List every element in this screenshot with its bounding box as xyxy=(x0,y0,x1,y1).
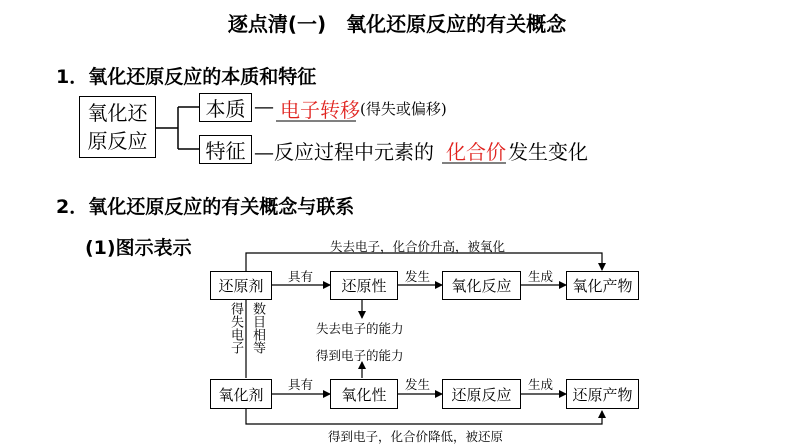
arrow-label-have-top: 具有 xyxy=(288,269,314,284)
top-flow-label: 失去电子，化合价升高，被氧化 xyxy=(330,239,506,254)
oxidizability-box xyxy=(330,379,398,409)
reduction-reaction-box xyxy=(442,379,521,409)
bottom-flow-label: 得到电子，化合价降低，被还原 xyxy=(328,429,504,444)
redox-label-line2: 原反应 xyxy=(87,129,148,153)
oxidation-reaction-label: 氧化反应 xyxy=(451,277,512,295)
oxidizing-agent-box xyxy=(210,379,272,409)
arrow-label-undergo-top: 发生 xyxy=(405,269,431,284)
essence-answer: 电子转移 xyxy=(280,98,360,122)
oxidizing-agent-label: 氧化剂 xyxy=(218,385,264,404)
feature-prefix: —反应过程中元素的 xyxy=(254,140,434,164)
arrow-label-have-bottom: 具有 xyxy=(288,377,314,392)
arrow-label-undergo-bottom: 发生 xyxy=(405,377,431,392)
feature-label: 特征 xyxy=(205,139,246,163)
reducing-agent-label: 还原剂 xyxy=(218,277,264,295)
page-title: 逐点清(一) 氧化还原反应的有关概念 xyxy=(227,12,567,36)
gain-electron-ability-label: 得到电子的能力 xyxy=(316,348,404,363)
arrow-label-produce-bottom: 生成 xyxy=(528,377,554,392)
essence-dash: — xyxy=(254,94,274,118)
lose-electron-ability-label: 失去电子的能力 xyxy=(316,321,404,336)
oxidation-product-box xyxy=(566,271,639,300)
reducibility-label: 还原性 xyxy=(341,277,387,295)
reducibility-box xyxy=(330,271,398,300)
arrow-label-produce-top: 生成 xyxy=(528,269,554,284)
equal-number-vertical-label: 数目相等 xyxy=(250,302,265,354)
section2-subheading: (1)图示表示 xyxy=(85,237,192,259)
feature-answer: 化合价 xyxy=(446,140,506,164)
reduction-product-box xyxy=(566,379,639,409)
oxidation-reaction-box xyxy=(442,271,521,300)
section2-heading: 2．氧化还原反应的有关概念与联系 xyxy=(56,196,355,218)
oxidation-product-label: 氧化产物 xyxy=(572,277,633,295)
essence-label: 本质 xyxy=(205,97,246,121)
reducing-agent-box xyxy=(210,271,272,300)
feature-suffix: 发生变化 xyxy=(508,140,588,164)
redox-label-line1: 氧化还 xyxy=(87,101,148,125)
reduction-reaction-label: 还原反应 xyxy=(451,385,512,404)
electron-transfer-vertical-label: 得失电子 xyxy=(228,302,243,354)
reduction-product-label: 还原产物 xyxy=(572,385,633,404)
essence-note: (得失或偏移) xyxy=(360,100,447,118)
section1-heading: 1．氧化还原反应的本质和特征 xyxy=(56,66,317,88)
oxidizability-label: 氧化性 xyxy=(341,385,387,404)
